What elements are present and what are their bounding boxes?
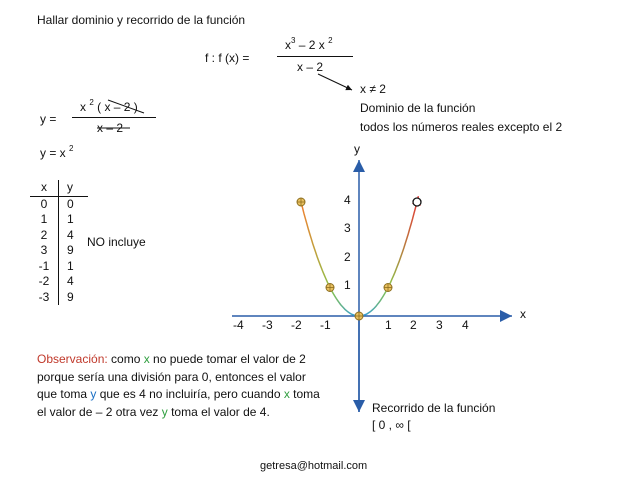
observation-var-x: x xyxy=(283,387,290,401)
function-lhs: f : f (x) = xyxy=(205,51,250,65)
table-cell-x: 0 xyxy=(30,196,59,212)
table-header-y: y xyxy=(59,180,89,196)
table-cell-y: 0 xyxy=(67,196,74,211)
table-cell-x: 3 xyxy=(30,243,59,259)
x-tick-label: -3 xyxy=(262,318,273,332)
x-tick-label: 3 xyxy=(436,318,443,332)
table-cell-x: -1 xyxy=(30,259,59,275)
table-cell-y: 1 xyxy=(67,258,74,273)
table-cell-x: 2 xyxy=(30,228,59,244)
y-axis-label: y xyxy=(354,142,360,156)
function-denominator: x – 2 xyxy=(297,60,324,74)
observation-var-x: x xyxy=(143,352,150,366)
observation-text: como xyxy=(107,352,144,366)
observation-text: no puede tomar el valor de 2 porque sería una división para 0, entonces el valor que toma xyxy=(37,352,306,401)
observation-text: toma el valor de 4. xyxy=(167,404,270,419)
x-tick-label: 1 xyxy=(385,318,392,332)
table-cell-y: 4 xyxy=(67,274,74,288)
x-tick-label: 2 xyxy=(410,318,417,332)
domain-condition: x ≠ 2 xyxy=(360,82,386,96)
table-cell-x: -2 xyxy=(30,274,59,290)
x-tick-label: -2 xyxy=(291,318,302,332)
row-note: NO incluye xyxy=(87,235,146,249)
x-tick-label: 4 xyxy=(462,318,469,332)
domain-title: Dominio de la función xyxy=(360,101,476,115)
x-tick-label: -1 xyxy=(320,318,331,332)
simplified-denominator: x – 2 xyxy=(97,121,124,135)
observation-var-y: y xyxy=(161,404,168,419)
range-value: [ 0 , ∞ [ xyxy=(372,418,411,432)
y-tick-label: 2 xyxy=(344,250,351,264)
observation-label: Observación: xyxy=(37,352,108,366)
table-cell-x: -3 xyxy=(30,290,59,306)
table-cell-y: 9 xyxy=(67,289,74,304)
simplified-lhs: y = xyxy=(40,112,57,126)
domain-description: todos los números reales excepto el 2 xyxy=(360,120,563,134)
y-tick-label: 3 xyxy=(344,221,351,235)
footer-email: getresa@hotmail.com xyxy=(260,460,368,472)
page-title: Hallar dominio y recorrido de la función xyxy=(37,13,246,27)
table-header-x: x xyxy=(30,180,59,196)
x-axis-label: x xyxy=(520,307,526,321)
simplified-numerator: x $^2$ ( x – 2 ) xyxy=(80,98,138,114)
simplified-result: y = x $^2$ xyxy=(40,144,74,160)
y-tick-label: 4 xyxy=(344,193,351,207)
observation-text: que es 4 no incluiría, pero cuando xyxy=(96,387,284,401)
excluded-point xyxy=(413,198,421,206)
x-tick-label: -4 xyxy=(233,318,244,332)
table-cell-y: 4 xyxy=(67,227,74,242)
table-cell-y: 9 xyxy=(67,243,74,257)
y-tick-label: 1 xyxy=(344,278,351,292)
table-cell-y: 1 xyxy=(67,212,74,226)
function-numerator: $x^3 - 2$ x $^2$ xyxy=(285,36,333,52)
observation-text: toma el valor de – 2 otra vez xyxy=(37,387,320,419)
table-cell-x: 1 xyxy=(30,212,59,228)
range-title: Recorrido de la función xyxy=(372,401,496,415)
observation-var-y: y xyxy=(90,387,97,401)
